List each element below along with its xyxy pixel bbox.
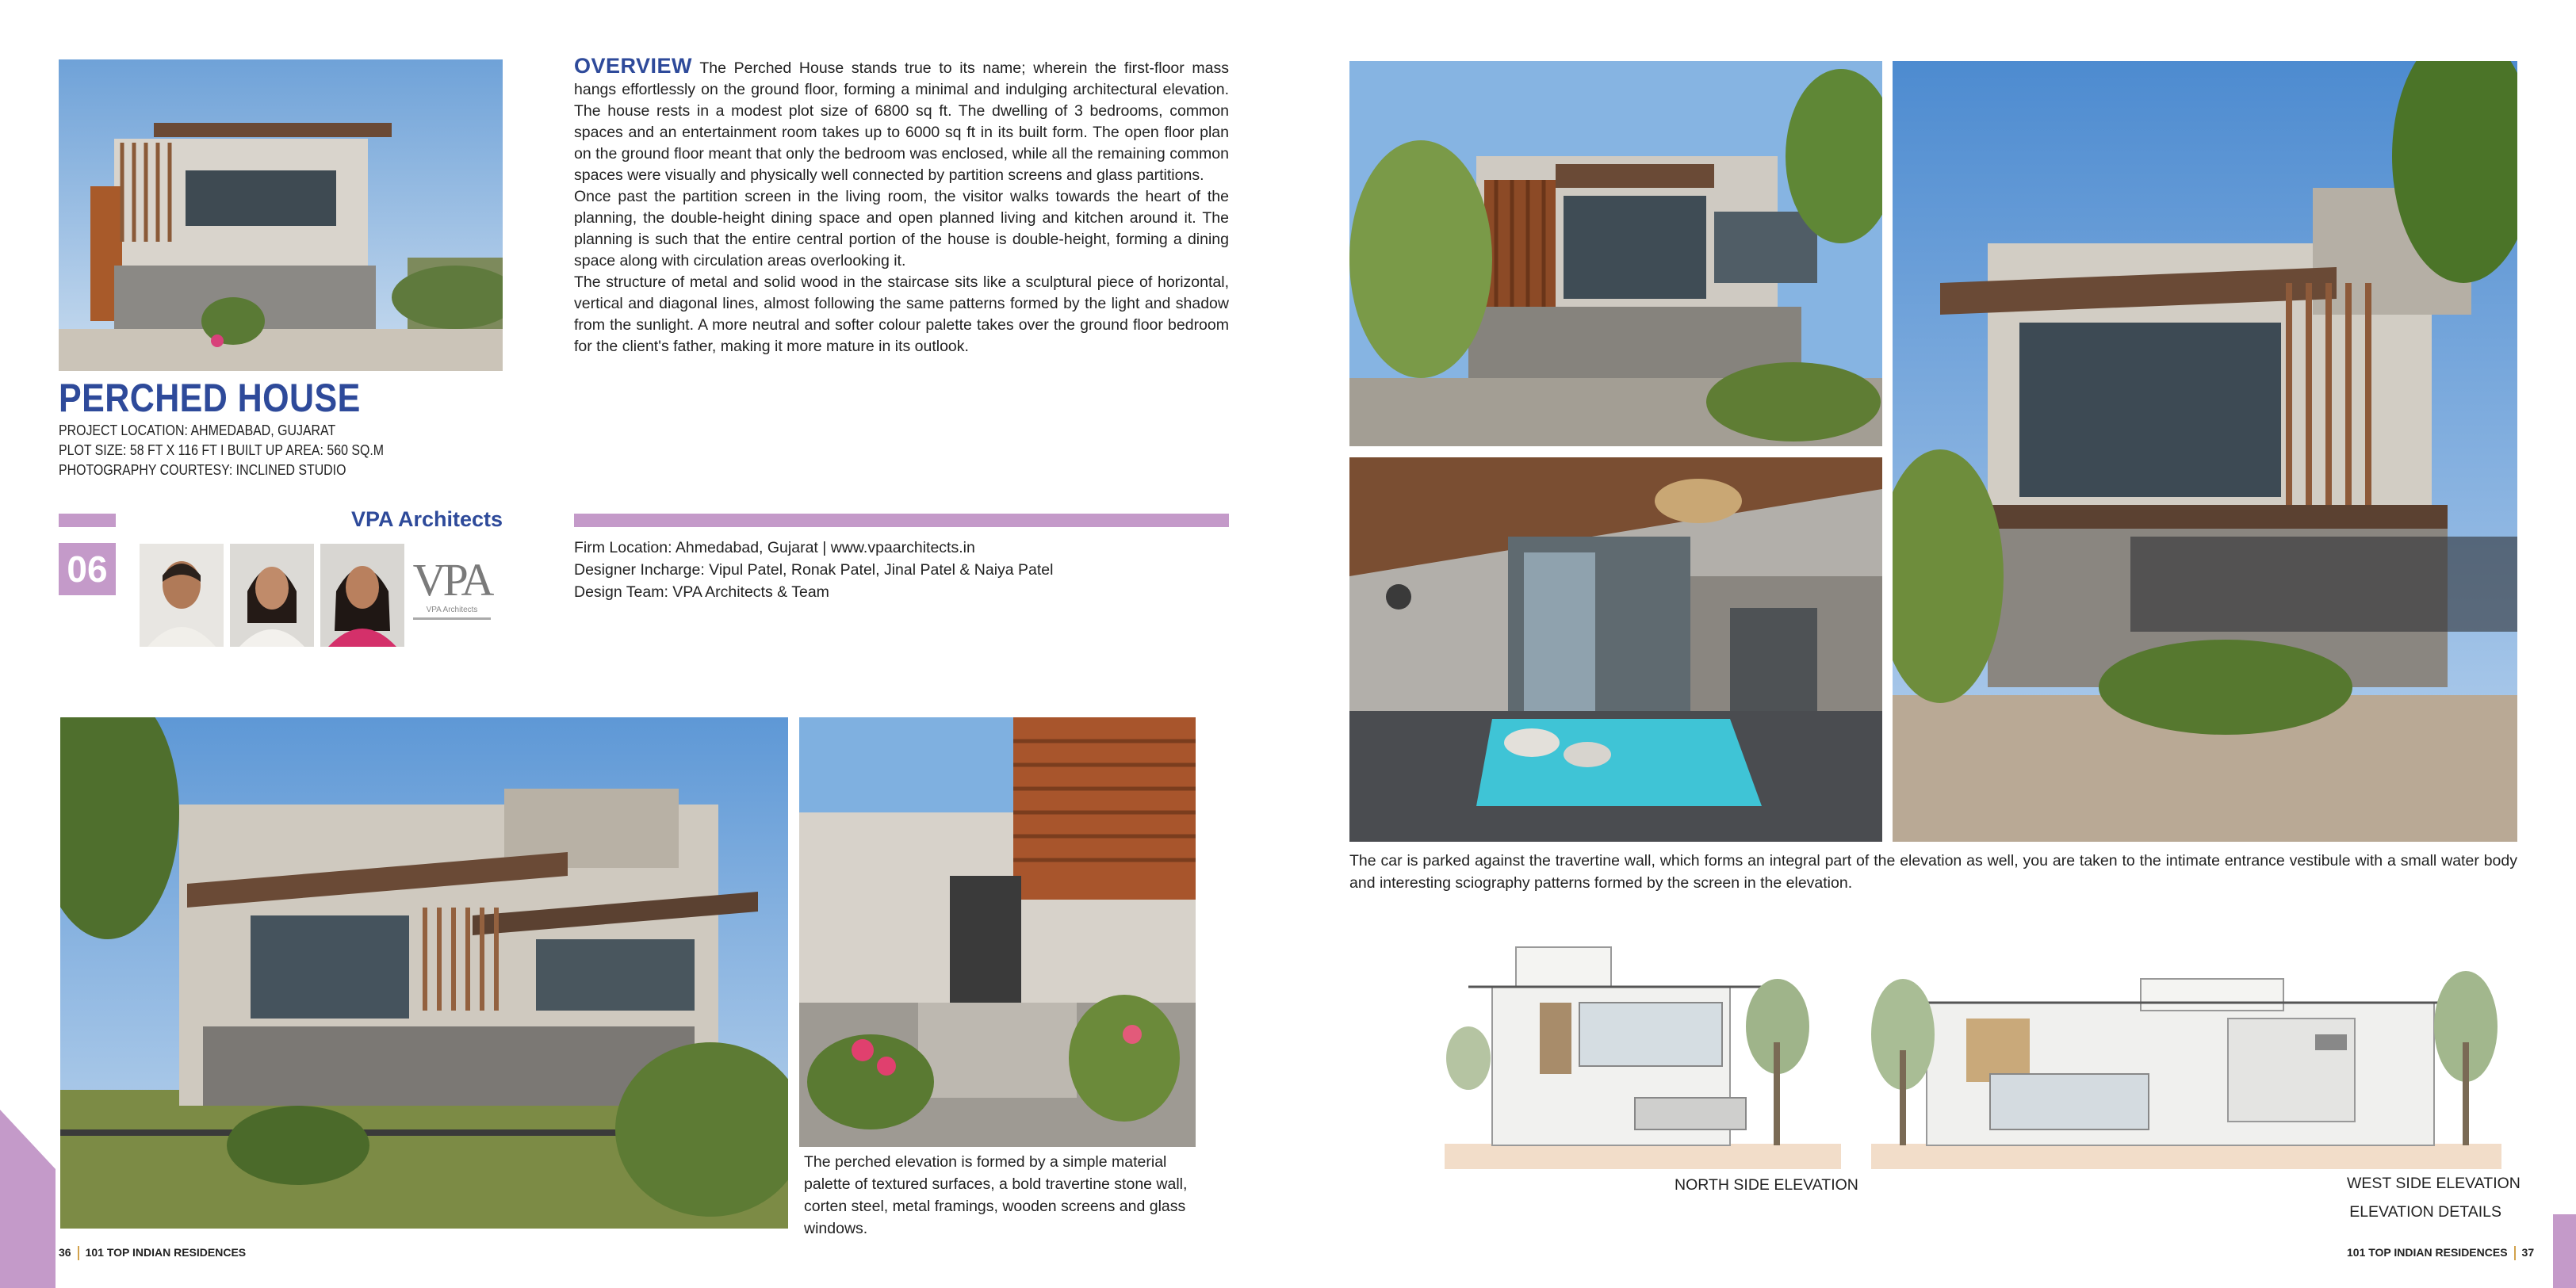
footer-left bbox=[59, 1246, 246, 1260]
house-photo-hero bbox=[59, 59, 503, 371]
house-photo-entrance bbox=[799, 717, 1196, 1147]
firm-bar-short bbox=[59, 514, 116, 527]
west-elevation-label: WEST SIDE ELEVATION bbox=[2347, 1175, 2520, 1192]
corner-decoration bbox=[0, 1110, 56, 1288]
firm-logo bbox=[408, 555, 496, 634]
photography-credit: PHOTOGRAPHY COURTESY: INCLINED STUDIO bbox=[59, 461, 346, 478]
firm-credits bbox=[574, 537, 1053, 603]
north-elevation-label: NORTH SIDE ELEVATION bbox=[1675, 1176, 1858, 1194]
book-title-left: 101 TOP INDIAN RESIDENCES bbox=[85, 1246, 247, 1259]
vestibule-caption: The car is parked against the travertine wall, which forms an integral part of the elevation as well, you are taken to the intimate entrance vestibule with a small water body and interesting sciography patterns formed by the screen in the elevation. bbox=[1349, 852, 2517, 892]
book-title-right: 101 TOP INDIAN RESIDENCES bbox=[2347, 1246, 2508, 1259]
firm-logo-caption: VPA Architects bbox=[426, 606, 478, 614]
right-edge-strip bbox=[2553, 1214, 2576, 1288]
house-photo-vestibule bbox=[1349, 457, 1882, 842]
designer-incharge: Designer Incharge: Vipul Patel, Ronak Patel, Jinal Patel & Naiya Patel bbox=[574, 561, 1054, 579]
design-team: Design Team: VPA Architects & Team bbox=[574, 583, 829, 601]
west-elevation-drawing bbox=[1871, 939, 2501, 1169]
footer-right bbox=[2347, 1246, 2535, 1260]
firm-name: VPA Architects bbox=[350, 507, 503, 531]
footer-rule bbox=[2514, 1246, 2516, 1260]
overview-paragraph-1: The Perched House stands true to its name; wherein the first-floor mass hangs effortlessly on the ground floor, forming a minimal and indulging architectural elevation. The house rests in a modest plot size of 6800 sq ft. The dwelling of 3 bedrooms, common spaces and an entertainment room takes up to 6000 sq ft in its built form. The open floor plan on the ground floor meant that only the bedroom was enclosed, while all the remaining common spaces were visually and physically well connected by partition screens and glass partitions. bbox=[574, 59, 1229, 184]
project-number: 06 bbox=[59, 543, 116, 595]
north-elevation-drawing bbox=[1445, 939, 1841, 1169]
overview-paragraph-2: Once past the partition screen in the living room, the visitor walks towards the heart of the planning, the double-height dining space and open planned living and kitchen around it. The planning is such that the entire central portion of the house is double-height, forming a dining space along with circulation areas overlooking it. bbox=[574, 188, 1229, 269]
overview-text bbox=[574, 55, 1229, 357]
house-photo-garden bbox=[60, 717, 788, 1229]
elevation-details-label: ELEVATION DETAILS bbox=[2349, 1203, 2501, 1221]
project-title: PERCHED HOUSE bbox=[59, 376, 361, 420]
portrait-3 bbox=[320, 544, 404, 647]
page-number-left: 36 bbox=[59, 1246, 71, 1259]
project-size: PLOT SIZE: 58 FT X 116 FT I BUILT UP AREA: 560 SQ.M bbox=[59, 441, 385, 458]
credits-bar bbox=[574, 514, 1229, 527]
footer-rule bbox=[78, 1246, 79, 1260]
entrance-caption: The perched elevation is formed by a simple material palette of textured surfaces, a bold travertine stone wall, corten steel, metal framings, wooden screens and glass windows. bbox=[804, 1153, 1188, 1237]
project-location: PROJECT LOCATION: AHMEDABAD, GUJARAT bbox=[59, 422, 336, 438]
overview-paragraph-3: The structure of metal and solid wood in the staircase sits like a sculptural piece of horizontal, vertical and diagonal lines, almost following the same patterns formed by the light and shadow from the sunlight. A more neutral and softer colour palette takes over the ground floor bedroom for the client's father, making it more mature in its outlook. bbox=[574, 273, 1229, 355]
firm-logo-rule bbox=[413, 617, 491, 620]
house-photo-facade bbox=[1349, 61, 1882, 446]
house-photo-corner bbox=[1893, 61, 2517, 842]
project-meta bbox=[59, 420, 437, 480]
portrait-1 bbox=[140, 544, 224, 647]
page-number-right: 37 bbox=[2521, 1246, 2535, 1259]
firm-logo-mark: VPA bbox=[412, 554, 492, 606]
overview-label: OVERVIEW bbox=[574, 54, 693, 78]
firm-location: Firm Location: Ahmedabad, Gujarat | www.vpaarchitects.in bbox=[574, 539, 975, 556]
portrait-2 bbox=[230, 544, 314, 647]
